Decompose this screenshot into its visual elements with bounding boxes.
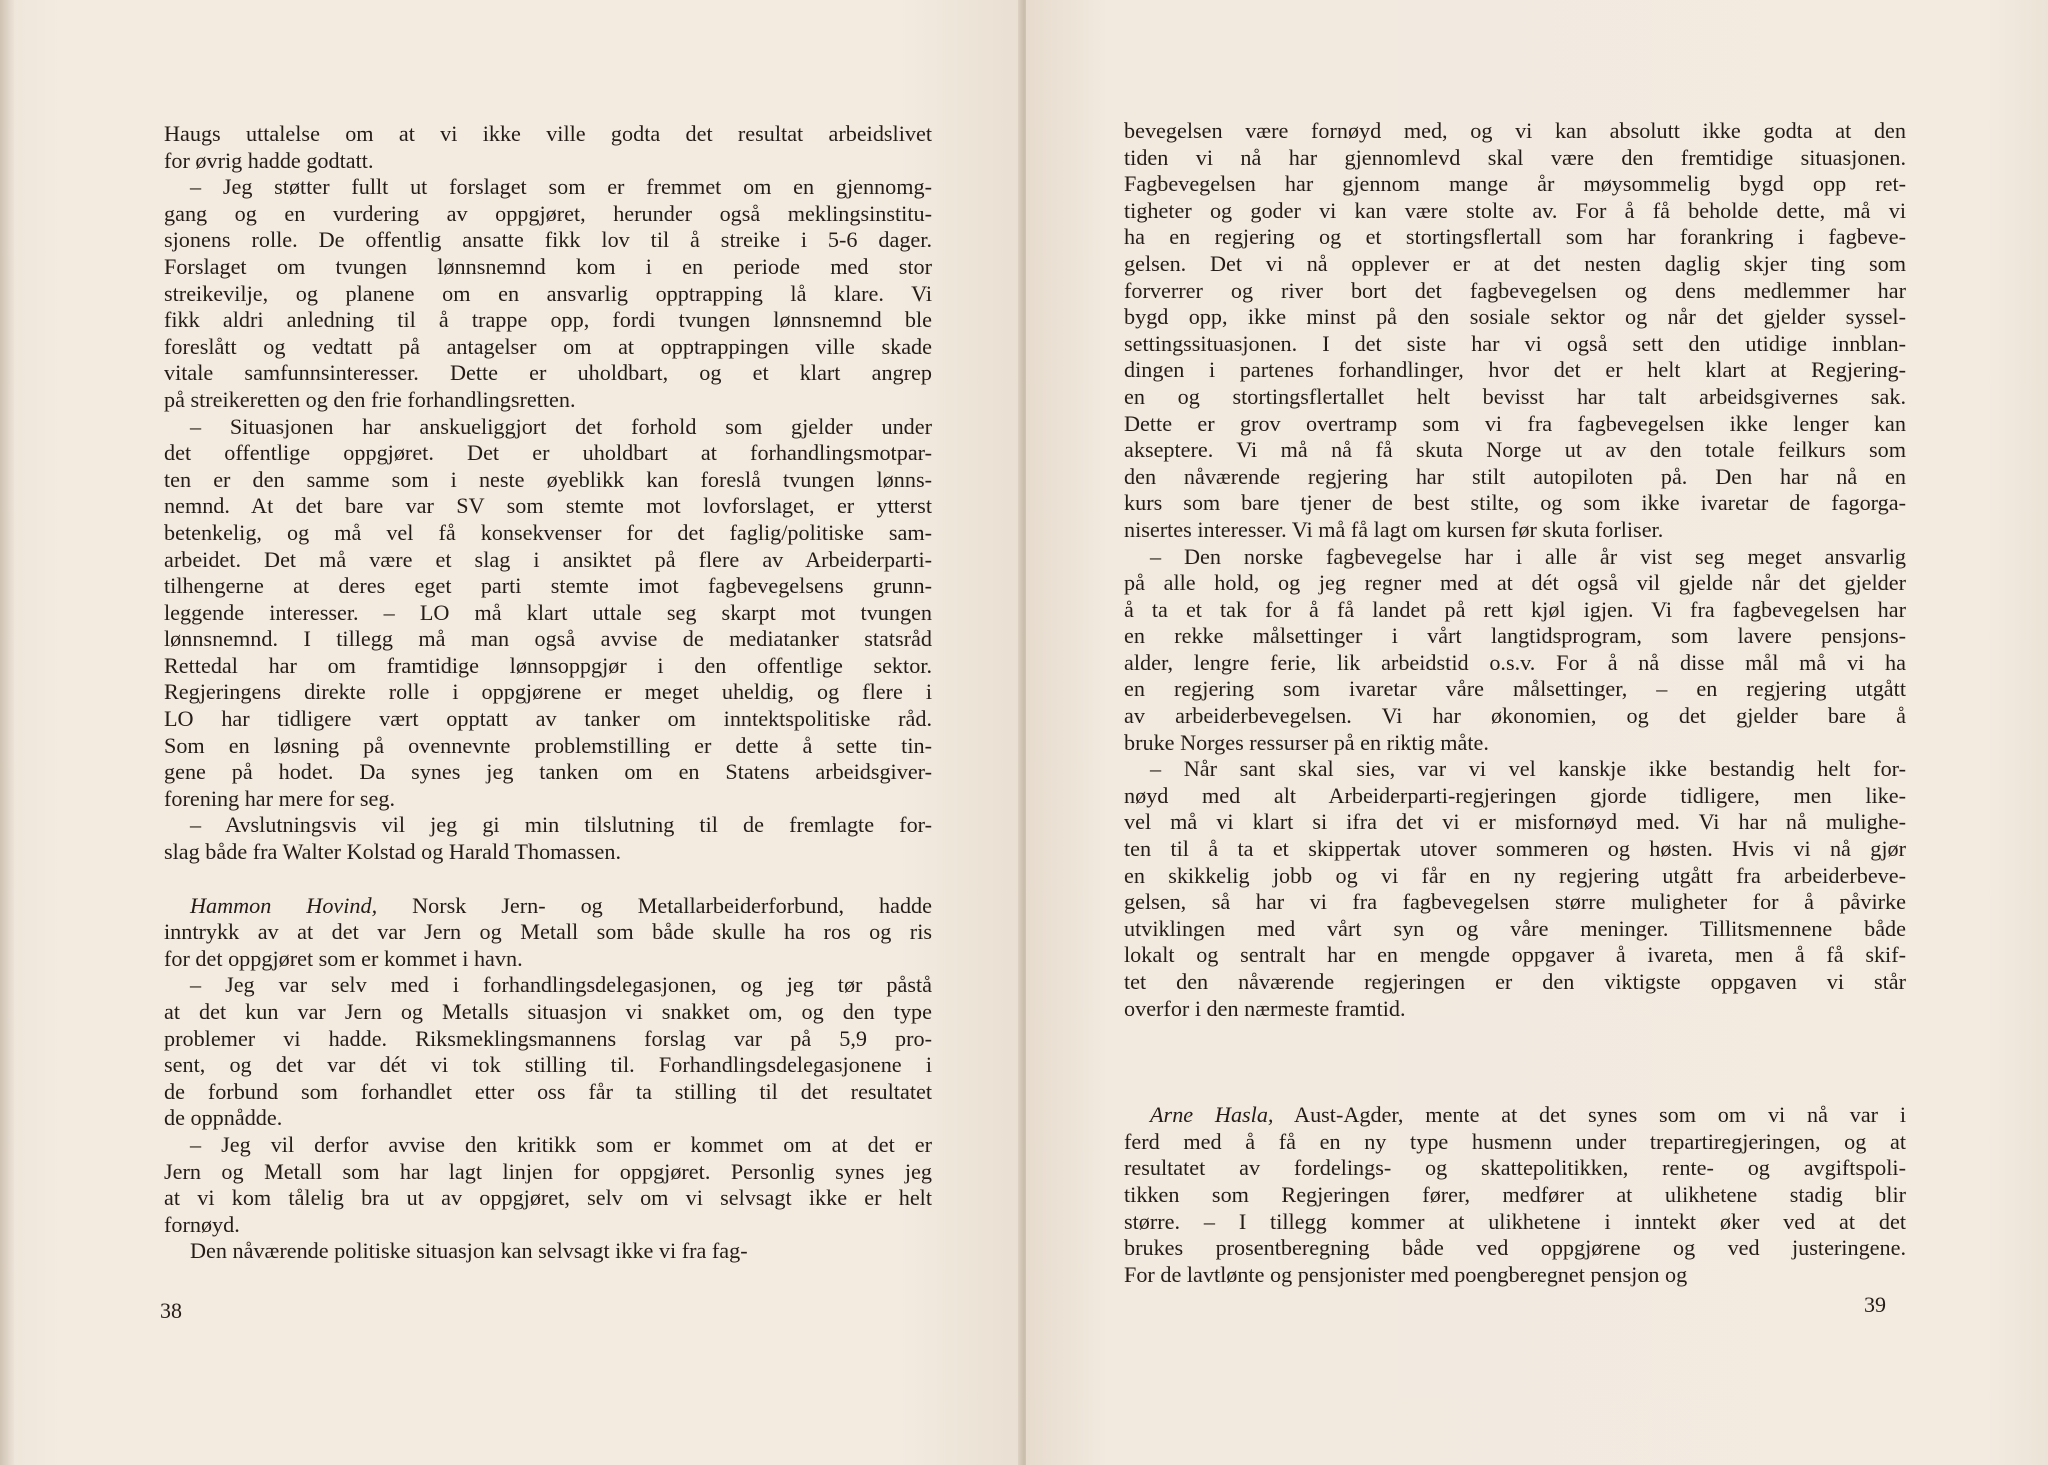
text-line: på alle hold, og jeg regner med at dét også vil gjelde når det gjelder <box>1124 570 1906 596</box>
page-edge <box>0 0 14 1465</box>
text-line: å ta et tak for å få landet på rett kjøl igjen. Vi fra fagbevegelsen har <box>1124 596 1906 622</box>
text-line: Som en løsning på ovennevnte problemstilling er dette å sette tin- <box>164 732 932 758</box>
text-line: ha en regjering og et stortingsflertall som har forankring i fagbeve- <box>1124 224 1906 250</box>
speaker-text: Norsk Jern- og Metallarbeiderforbund, hadde <box>377 892 932 918</box>
text-line: Dette er grov overtramp som vi fra fagbevegelsen ikke lenger kan <box>1124 410 1906 436</box>
text-line: den nåværende regjering har stilt autopiloten på. Den har nå en <box>1124 463 1906 489</box>
text-line: lokalt og sentralt har en mengde oppgaver å ivareta, men å få skif- <box>1124 942 1906 968</box>
text-line: alder, lengre ferie, lik arbeidstid o.s.v. For å nå disse mål må vi ha <box>1124 649 1906 675</box>
speaker-text: Aust-Agder, mente at det synes som om vi nå var i <box>1273 1102 1907 1128</box>
text-line: tiden vi nå har gjennomlevd skal være den fremtidige situasjonen. <box>1124 144 1906 170</box>
text-line: gelsen, så har vi fra fagbevegelsen større muligheter for å påvirke <box>1124 889 1906 915</box>
paragraph-gap <box>164 866 932 893</box>
text-line: en og stortingsflertallet helt bevisst har talt arbeidsgivernes sak. <box>1124 383 1906 409</box>
text-line: tikken som Regjeringen fører, medfører at ulikhetene stadig blir <box>1124 1181 1906 1207</box>
text-line: gang og en vurdering av oppgjøret, herunder også meklingsinstitu- <box>164 200 932 226</box>
text-line: nemnd. At det bare var SV som stemte mot lovforslaget, er ytterst <box>164 493 932 519</box>
page-number: 39 <box>1864 1292 1886 1317</box>
right-page-body <box>1124 118 1906 1288</box>
text-line: forening har mere for seg. <box>164 785 396 811</box>
left-page <box>0 0 1022 1465</box>
text-line: vitale samfunnsinteresser. Dette er uholdbart, og et klart angrep <box>164 360 932 386</box>
text-line: nøyd med alt Arbeiderparti-regjeringen gjorde tidligere, men like- <box>1124 782 1906 808</box>
text-line <box>164 893 932 920</box>
text-line: dingen i partenes forhandlinger, hvor det er helt klart at Regjering- <box>1124 357 1906 383</box>
text-line: lønnsnemnd. I tillegg må man også avvise de mediatanker statsråd <box>164 626 932 652</box>
text-line: ten er den samme som i neste øyeblikk kan foreslå tvungen lønns- <box>164 466 932 492</box>
text-line: tilhengerne at deres eget parti stemte imot fagbevegelsens grunn- <box>164 573 932 599</box>
text-line: foreslått og vedtatt på antagelser om at opptrappingen ville skade <box>164 333 932 359</box>
text-line: – Den norske fagbevegelse har i alle år vist seg meget ansvarlig <box>1150 543 1906 569</box>
text-line: det offentlige oppgjøret. Det er uholdbart at forhandlingsmotpar- <box>164 440 932 466</box>
text-line: bygd opp, ikke minst på den sosiale sektor og når det gjelder syssel- <box>1124 304 1906 330</box>
text-line: Rettedal har om framtidige lønnsoppgjør i den offentlige sektor. <box>164 652 932 678</box>
text-line: Forslaget om tvungen lønnsnemnd kom i en periode med stor <box>164 253 932 279</box>
text-line: problemer vi hadde. Riksmeklingsmannens forslag var på 5,9 pro- <box>164 1025 932 1051</box>
text-line: ferd med å få en ny type husmenn under trepartiregjeringen, og at <box>1124 1128 1906 1154</box>
text-line: gelsen. Det vi nå opplever er at det nesten daglig skjer ting som <box>1124 250 1906 276</box>
text-line: Haugs uttalelse om at vi ikke ville godta det resultat arbeidslivet <box>164 121 932 146</box>
text-line: en skikkelig jobb og vi får en ny regjering utgått fra arbeiderbeve- <box>1124 862 1906 888</box>
text-line: resultatet av fordelings- og skattepolitikken, rente- og avgiftspoli- <box>1124 1155 1906 1181</box>
text-line: for øvrig hadde godtatt. <box>164 147 374 173</box>
paragraph-gap <box>1124 1022 1906 1102</box>
text-line: tet den nåværende regjeringen er den viktigste oppgaven vi står <box>1124 969 1906 994</box>
text-line: For de lavtlønte og pensjonister med poengberegnet pensjon og <box>1124 1261 1688 1287</box>
text-line: streikevilje, og planene om en ansvarlig opptrapping lå klare. Vi <box>164 280 932 306</box>
text-line: for det oppgjøret som er kommet i havn. <box>164 945 523 971</box>
text-line: settingssituasjonen. I det siste har vi også sett den utidige innblan- <box>1124 330 1906 356</box>
text-line: sent, og det var dét vi tok stilling til. Forhandlingsdelegasjonene i <box>164 1052 932 1078</box>
text-line: vel må vi klart si ifra det vi er misfornøyd med. Vi har nå mulighe- <box>1124 809 1906 835</box>
text-line: på streikeretten og den frie forhandlingsretten. <box>164 386 576 412</box>
text-line: – Situasjonen har anskueliggjort det forhold som gjelder under <box>190 413 932 439</box>
text-line: bevegelsen være fornøyd med, og vi kan absolutt ikke godta at den <box>1124 118 1906 143</box>
text-line: – Avslutningsvis vil jeg gi min tilslutning til de fremlagte for- <box>190 812 932 838</box>
text-line: Den nåværende politiske situasjon kan selvsagt ikke vi fra fag- <box>190 1238 748 1264</box>
text-line: utviklingen med vårt syn og våre meninger. Tillitsmennene både <box>1124 915 1906 941</box>
page-number: 38 <box>160 1298 182 1323</box>
text-line: nisertes interesser. Vi må få lagt om kursen før skuta forliser. <box>1124 516 1664 542</box>
text-line: leggende interesser. – LO må klart uttale seg skarpt mot tvungen <box>164 599 932 625</box>
text-line: betenkelig, og må vel få konsekvenser for det faglig/politiske sam- <box>164 519 932 545</box>
text-line: forverrer og river bort det fagbevegelsen og dens medlemmer har <box>1124 277 1906 303</box>
text-line <box>1124 1102 1906 1129</box>
text-line: de oppnådde. <box>164 1105 283 1131</box>
text-line: bruke Norges ressurser på en riktig måte. <box>1124 729 1489 755</box>
text-line: brukes prosentberegning både ved oppgjørene og ved justeringene. <box>1124 1235 1906 1261</box>
left-page-body <box>164 121 932 1265</box>
text-line: Jern og Metall som har lagt linjen for oppgjøret. Personlig synes jeg <box>164 1158 932 1184</box>
text-line: – Når sant skal sies, var vi vel kanskje ikke bestandig helt for- <box>1150 756 1906 782</box>
text-line: at det kun var Jern og Metalls situasjon vi snakket om, og den type <box>164 999 932 1024</box>
text-line: de forbund som forhandlet etter oss får ta stilling til det resultatet <box>164 1078 932 1104</box>
text-line: fikk aldri anledning til å trappe opp, fordi tvungen lønnsnemnd ble <box>164 307 932 333</box>
text-line: – Jeg støtter fullt ut forslaget som er fremmet om en gjennomg- <box>190 174 932 200</box>
text-line: – Jeg var selv med i forhandlingsdelegasjonen, og jeg tør påstå <box>190 972 932 998</box>
text-line: gene på hodet. Da synes jeg tanken om en Statens arbeidsgiver- <box>164 759 932 785</box>
text-line: større. – I tillegg kommer at ulikhetene i inntekt øker ved at det <box>1124 1208 1906 1234</box>
text-line: at vi kom tålelig bra ut av oppgjøret, selv om vi selvsagt ikke er helt <box>164 1185 932 1211</box>
text-line: av arbeiderbevegelsen. Vi har økonomien, og det gjelder bare å <box>1124 703 1906 729</box>
text-line: akseptere. Vi må nå få skuta Norge ut av den totale feilkurs som <box>1124 437 1906 463</box>
text-line: fornøyd. <box>164 1211 240 1237</box>
text-line: LO har tidligere vært opptatt av tanker om inntektspolitiske råd. <box>164 706 932 732</box>
text-line: inntrykk av at det var Jern og Metall som både skulle ha ros og ris <box>164 919 932 945</box>
text-line: en regjering som ivaretar våre målsettinger, – en regjering utgått <box>1124 676 1906 702</box>
text-line: en rekke målsettinger i vårt langtidsprogram, som lavere pensjons- <box>1124 623 1906 649</box>
text-line: Fagbevegelsen har gjennom mange år møysommelig bygd opp ret- <box>1124 171 1906 197</box>
text-line: – Jeg vil derfor avvise den kritikk som er kommet om at det er <box>190 1131 932 1157</box>
speaker-name: Hammon Hovind, <box>190 892 378 918</box>
text-line: slag både fra Walter Kolstad og Harald Thomassen. <box>164 839 622 865</box>
speaker-name: Arne Hasla, <box>1150 1102 1274 1128</box>
right-page <box>1026 0 2048 1465</box>
text-line: ten til å ta et skippertak utover sommeren og høsten. Hvis vi nå gjør <box>1124 836 1906 862</box>
text-line: arbeidet. Det må være et slag i ansiktet på flere av Arbeiderparti- <box>164 546 932 572</box>
text-line: overfor i den nærmeste framtid. <box>1124 995 1406 1021</box>
text-line: tigheter og goder vi kan være stolte av. For å få beholde dette, må vi <box>1124 197 1906 223</box>
text-line: kurs som bare tjener de best stilte, og som ikke ivaretar de fagorga- <box>1124 490 1906 516</box>
text-line: Regjeringens direkte rolle i oppgjørene er meget uheldig, og flere i <box>164 679 932 705</box>
text-line: sjonens rolle. De offentlig ansatte fikk lov til å streike i 5-6 dager. <box>164 227 932 253</box>
